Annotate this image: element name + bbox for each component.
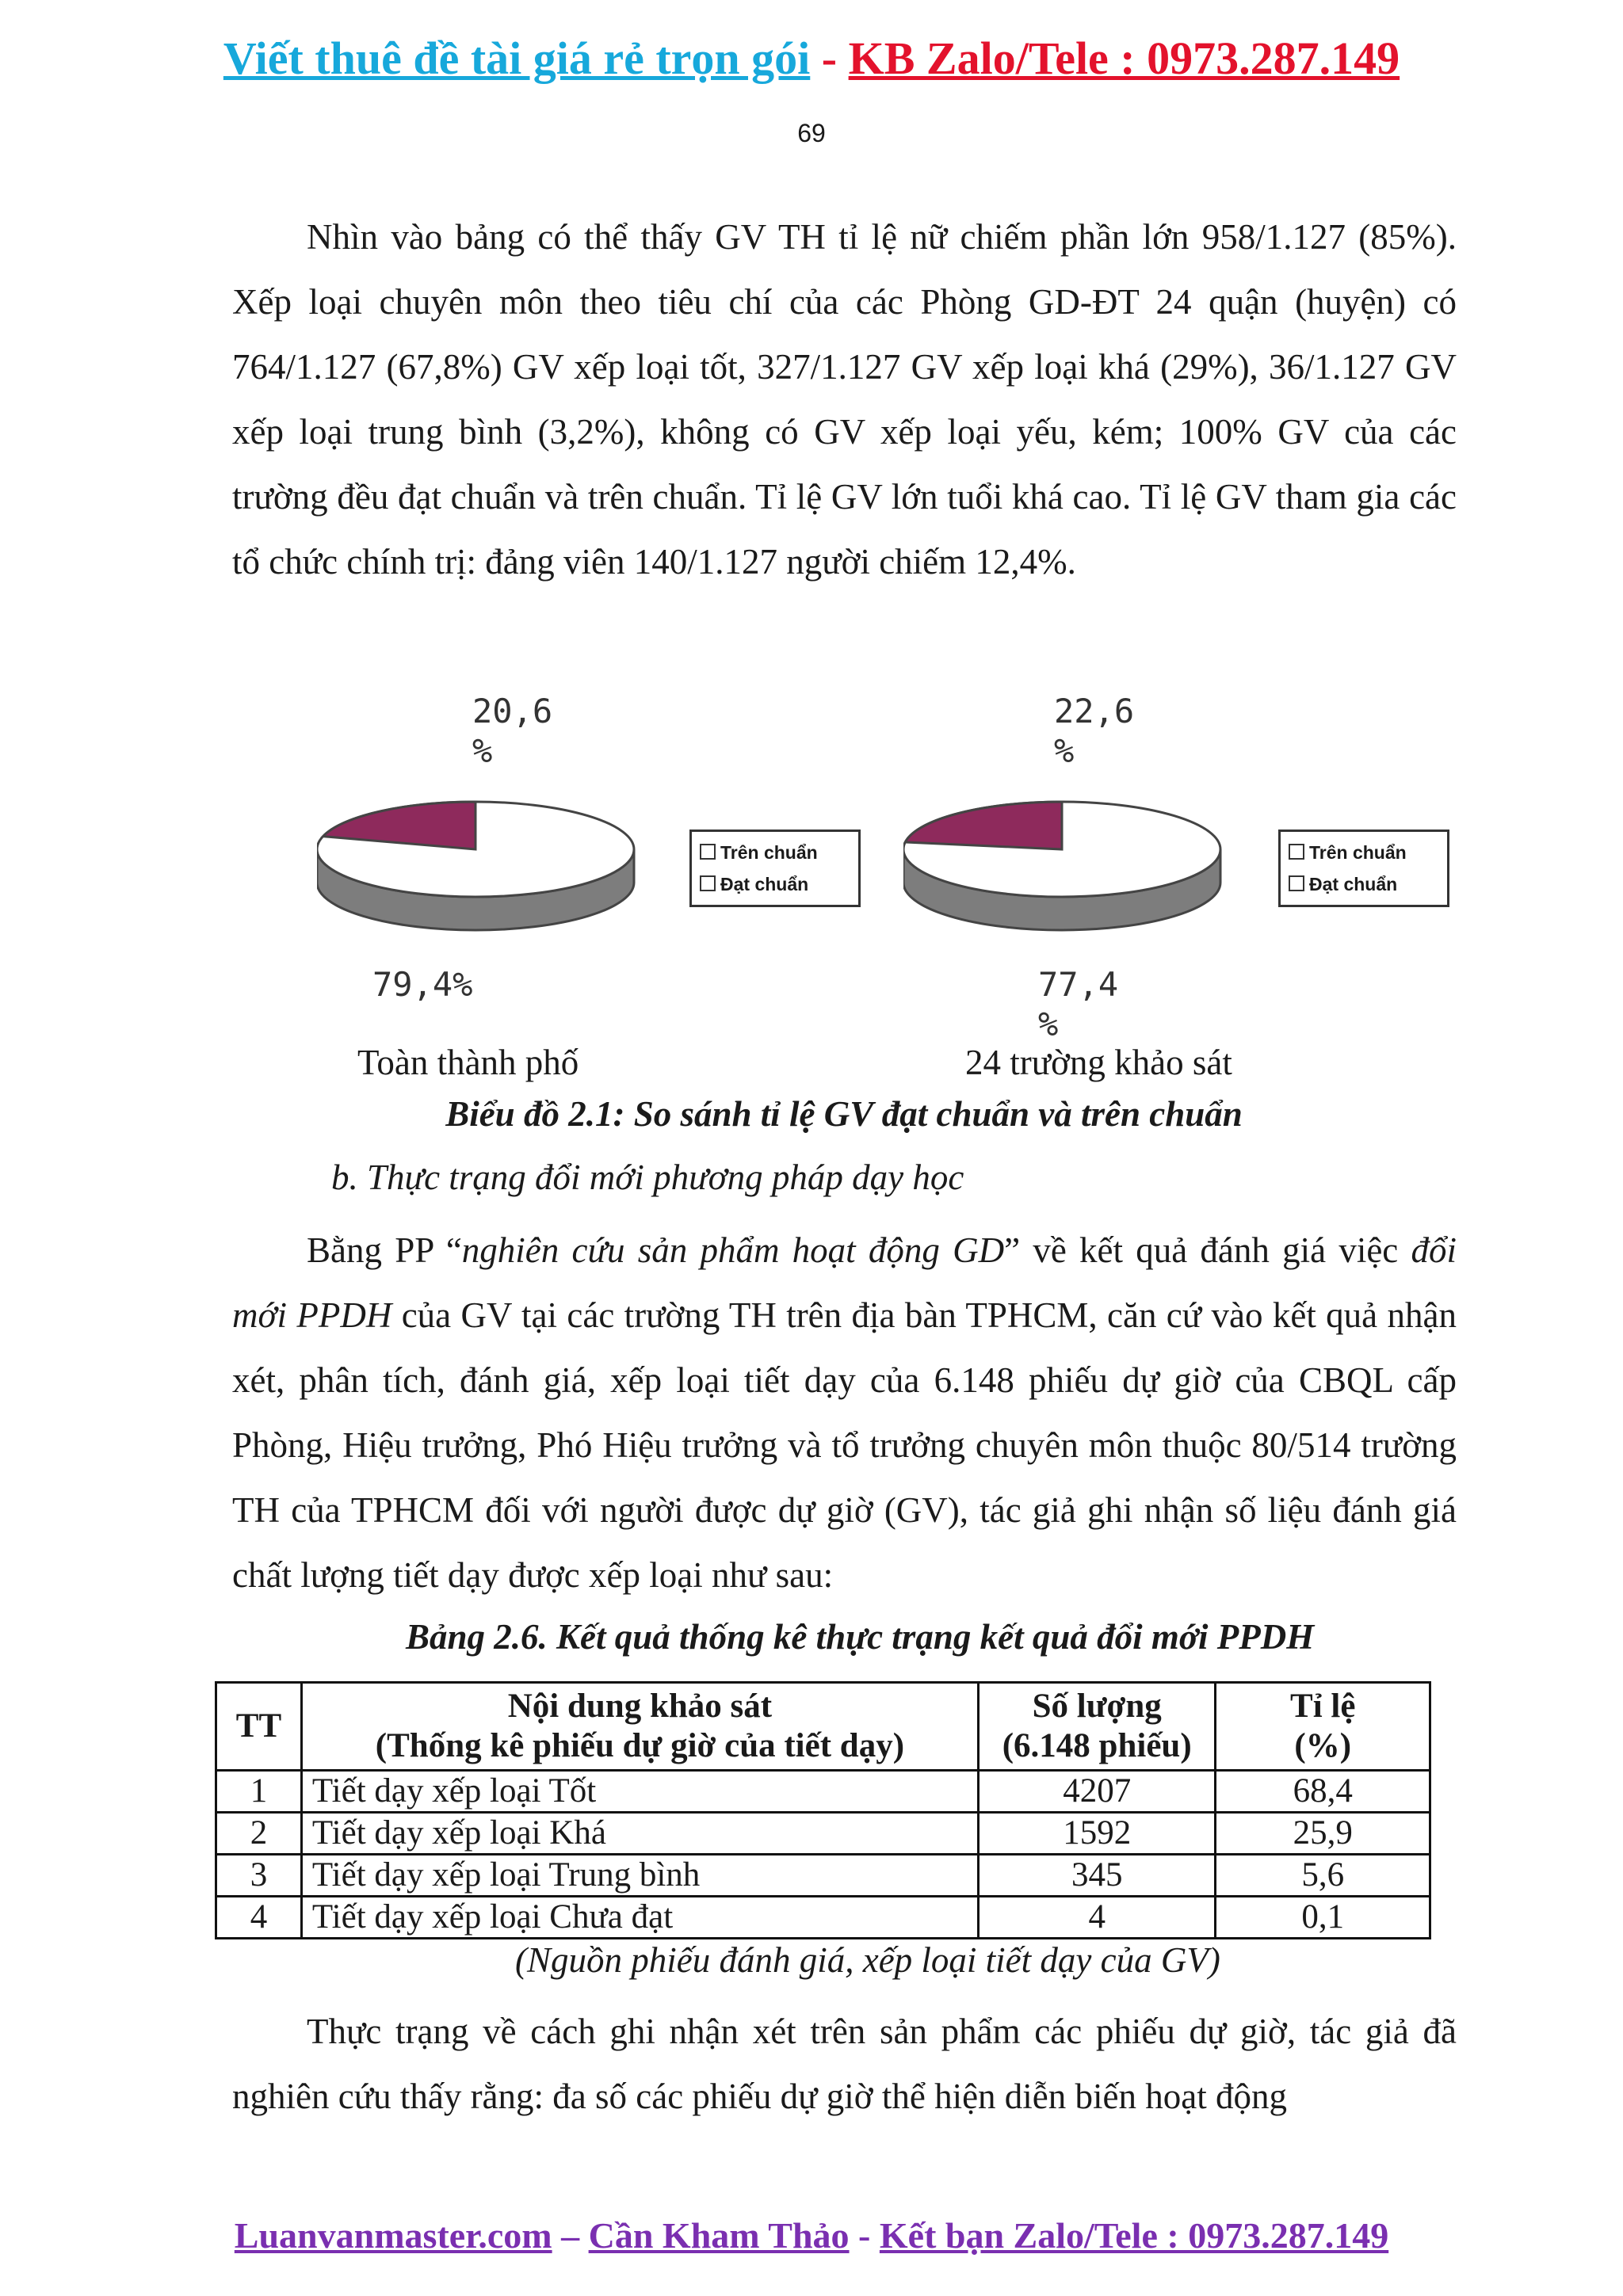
pie-1-label-tren-chuan: 22,6 %: [1054, 692, 1135, 770]
cell-quantity: 345: [978, 1855, 1216, 1897]
cell-ratio: 5,6: [1216, 1855, 1430, 1897]
figure-caption: Biểu đồ 2.1: So sánh tỉ lệ GV đạt chuẩn và trên chuẩn: [445, 1094, 1243, 1134]
legend-swatch: [1289, 875, 1304, 891]
pie-slice-tren-chuan: [905, 802, 1062, 849]
header-content: [301, 1683, 978, 1771]
table-row: [216, 1897, 1430, 1939]
table-row: [216, 1771, 1430, 1813]
header-tt: TT: [216, 1683, 302, 1771]
legend-item: [700, 837, 850, 868]
footer-name-link[interactable]: Cần Kham Thảo: [588, 2215, 850, 2256]
pie-0-legend: [689, 830, 861, 907]
pie-1-legend: [1278, 830, 1449, 907]
page-header: [0, 32, 1623, 85]
legend-item: [700, 868, 850, 900]
header-content-line2: (Thống kê phiếu dự giờ của tiết dạy): [375, 1727, 905, 1764]
footer-dash: –: [552, 2215, 589, 2256]
legend-item: [1289, 868, 1439, 900]
header-ratio-line1: Tỉ lệ: [1290, 1688, 1356, 1725]
cell-quantity: 4: [978, 1897, 1216, 1939]
legend-label: Đạt chuẩn: [720, 874, 809, 894]
header-separator: -: [810, 32, 849, 84]
cell-tt: 3: [216, 1855, 302, 1897]
pie-1-group: [903, 802, 1220, 930]
footer-contact-link[interactable]: Kết bạn Zalo/Tele : 0973.287.149: [879, 2215, 1389, 2256]
paragraph-2-text: [232, 1218, 1457, 1608]
cell-quantity: 4207: [978, 1771, 1216, 1813]
pie-0-label-tren-chuan: 20,6 %: [472, 692, 553, 770]
header-link[interactable]: Viết thuê đề tài giá rẻ trọn gói: [223, 32, 811, 84]
header-content-line1: Nội dung khảo sát: [507, 1688, 773, 1725]
results-table: [215, 1681, 1431, 1939]
legend-label: Trên chuẩn: [1309, 842, 1407, 863]
cell-tt: 4: [216, 1897, 302, 1939]
cell-ratio: 68,4: [1216, 1771, 1430, 1813]
legend-label: Đạt chuẩn: [1309, 874, 1398, 894]
cell-content: Tiết dạy xếp loại Chưa đạt: [301, 1897, 978, 1939]
cell-ratio: 25,9: [1216, 1813, 1430, 1855]
pie-0-label-dat-chuan: 79,4%: [372, 965, 473, 1004]
p2-text-3: của GV tại các trường TH trên địa bàn TPHCM, căn cứ vào kết quả nhận xét, phân tích, đánh giá, xếp loại tiết dạy của 6.148 phiếu dự giờ của CBQL cấp Phòng, Hiệu trưởng, Phó Hiệu trưởng và tổ trưởng chuyên môn thuộc 80/514 trường TH của TPHCM đối với người được dự giờ (GV), tác giả ghi nhận số liệu đánh giá chất lượng tiết dạy được xếp loại như sau:: [232, 1295, 1457, 1595]
pie-1-title: 24 trường khảo sát: [965, 1043, 1232, 1082]
p2-text-2: ” về kết quả đánh giá việc: [1004, 1230, 1411, 1270]
legend-swatch: [700, 875, 716, 891]
header-contact-link[interactable]: KB Zalo/Tele : 0973.287.149: [848, 32, 1400, 84]
cell-tt: 2: [216, 1813, 302, 1855]
header-quantity: [978, 1683, 1216, 1771]
paragraph-1-text: Nhìn vào bảng có thể thấy GV TH tỉ lệ nữ chiếm phần lớn 958/1.127 (85%). Xếp loại chuyên môn theo tiêu chí của các Phòng GD-ĐT 24 quận (huyện) có 764/1.127 (67,8%) GV xếp loại tốt, 327/1.127 GV xếp loại khá (29%), 36/1.127 GV xếp loại trung bình (3,2%), không có GV xếp loại yếu, kém; 100% GV của các trường đều đạt chuẩn và trên chuẩn. Tỉ lệ GV lớn tuổi khá cao. Tỉ lệ GV tham gia các tổ chức chính trị: đảng viên 140/1.127 người chiếm 12,4%.: [232, 217, 1457, 582]
table-row: [216, 1855, 1430, 1897]
table-header-row: [216, 1683, 1430, 1771]
cell-quantity: 1592: [978, 1813, 1216, 1855]
pie-0-group: [317, 802, 634, 930]
paragraph-3-text: Thực trạng về cách ghi nhận xét trên sản phẩm các phiếu dự giờ, tác giả đã nghiên cứu thấy rằng: đa số các phiếu dự giờ thể hiện diễn biến hoạt động: [232, 2012, 1457, 2116]
legend-item: [1289, 837, 1439, 868]
cell-tt: 1: [216, 1771, 302, 1813]
footer-separator: -: [849, 2215, 880, 2256]
paragraph-2: [232, 1218, 1457, 1608]
cell-ratio: 0,1: [1216, 1897, 1430, 1939]
paragraph-3: [232, 1999, 1457, 2129]
header-quantity-line1: Số lượng: [1032, 1688, 1162, 1725]
p2-text-1: Bằng PP “: [307, 1230, 462, 1270]
table-source: (Nguồn phiếu đánh giá, xếp loại tiết dạy của GV): [515, 1940, 1220, 1980]
p2-italic-2: đổi mới PPDH: [232, 1230, 1457, 1335]
paragraph-1: [232, 204, 1457, 594]
p2-italic-1: nghiên cứu sản phẩm hoạt động GD: [461, 1230, 1005, 1270]
subsection-heading: b. Thực trạng đổi mới phương pháp dạy học: [331, 1158, 964, 1197]
cell-content: Tiết dạy xếp loại Trung bình: [301, 1855, 978, 1897]
page-number: 69: [797, 119, 826, 147]
page-footer: [0, 2214, 1623, 2256]
table-caption: Bảng 2.6. Kết quả thống kê thực trạng kết quả đổi mới PPDH: [406, 1617, 1315, 1657]
header-quantity-line2: (6.148 phiếu): [1002, 1727, 1192, 1764]
header-ratio: [1216, 1683, 1430, 1771]
pie-1-label-dat-chuan: 77,4 %: [1038, 965, 1119, 1043]
cell-content: Tiết dạy xếp loại Khá: [301, 1813, 978, 1855]
pie-0-title: Toàn thành phố: [357, 1043, 579, 1082]
table-row: [216, 1813, 1430, 1855]
cell-content: Tiết dạy xếp loại Tốt: [301, 1771, 978, 1813]
header-ratio-line2: (%): [1294, 1727, 1352, 1764]
legend-swatch: [700, 844, 716, 860]
legend-swatch: [1289, 844, 1304, 860]
footer-site-link[interactable]: Luanvanmaster.com: [234, 2215, 552, 2256]
legend-label: Trên chuẩn: [720, 842, 818, 863]
